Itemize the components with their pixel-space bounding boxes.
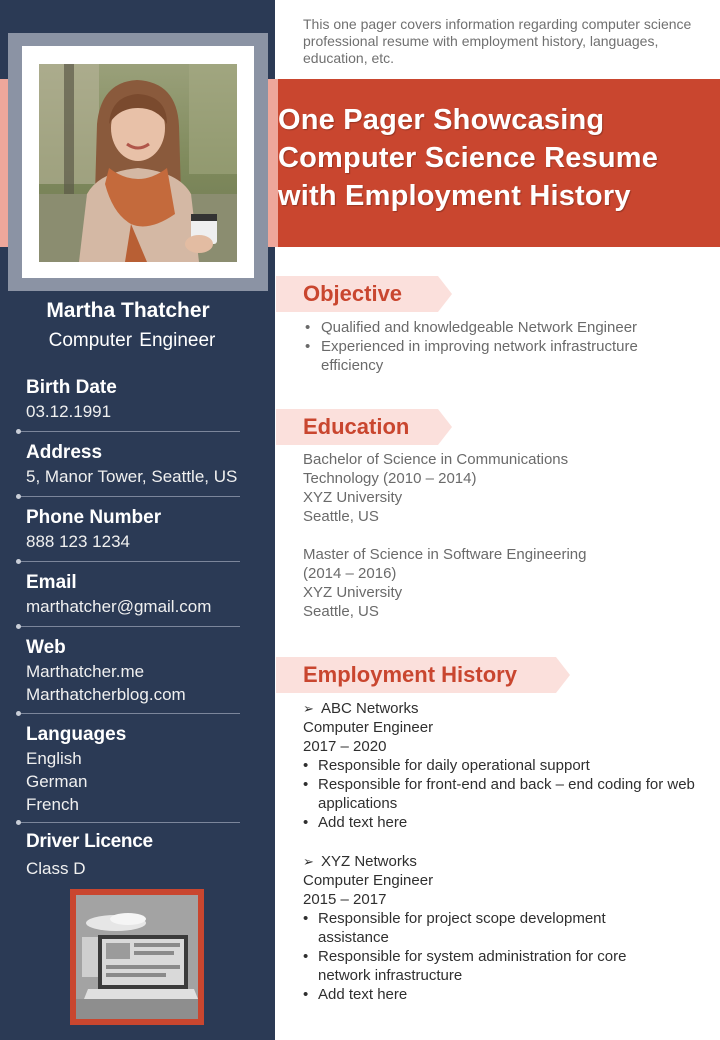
profile-name: Martha Thatcher — [46, 299, 210, 322]
web-value-2: Marthatcherblog.com — [26, 685, 186, 704]
languages-label: Languages — [26, 724, 127, 745]
divider — [18, 496, 240, 497]
job-title: Computer Engineer — [303, 872, 434, 889]
licence-value: Class D — [26, 859, 86, 878]
address-value: 5, Manor Tower, Seattle, US — [26, 467, 238, 486]
job-entry — [303, 852, 703, 1004]
page-title: One Pager Showcasing Computer Science Resume with Employment History — [278, 104, 659, 212]
job-duty: • Responsible for project scope development assistance — [303, 909, 648, 947]
education-degree: Master of Science in Software Engineering — [303, 546, 587, 563]
web-value-1: Marthatcher.me — [26, 662, 145, 681]
divider — [18, 561, 240, 562]
web-label: Web — [26, 637, 66, 658]
education-school: XYZ University — [303, 489, 403, 506]
intro-text: This one pager covers information regarding computer science professional resume with employment history, languages, education, etc. — [303, 16, 692, 66]
education-degree-cont: Technology (2010 – 2014) — [303, 470, 477, 487]
job-duty: • Responsible for daily operational support — [303, 756, 703, 775]
objective-item: • Experienced in improving network infrastructure efficiency — [305, 337, 695, 375]
job-period: 2017 – 2020 — [303, 738, 387, 755]
divider — [18, 822, 240, 823]
employment-heading: Employment History — [276, 657, 556, 693]
education-degree: Bachelor of Science in Communications — [303, 451, 569, 468]
language-item: French — [26, 795, 79, 814]
job-duties — [303, 756, 703, 832]
job-duty: • Responsible for front-end and back – end coding for web applications — [303, 775, 698, 813]
education-location: Seattle, US — [303, 603, 379, 620]
address-label: Address — [26, 442, 103, 463]
language-item: German — [26, 772, 88, 791]
email-value: marthatcher@gmail.com — [26, 597, 212, 616]
education-location: Seattle, US — [303, 508, 379, 525]
title-band — [0, 79, 720, 247]
email-block — [26, 571, 266, 618]
divider — [18, 626, 240, 627]
divider — [18, 431, 240, 432]
job-entry — [303, 699, 703, 832]
education-entry — [303, 450, 623, 526]
title-band-pink-strip — [268, 79, 278, 247]
objective-item: • Qualified and knowledgeable Network Engineer — [305, 318, 695, 337]
birth-date-block — [26, 376, 266, 423]
licence-block — [26, 830, 266, 880]
objective-heading: Objective — [276, 276, 438, 312]
education-school: XYZ University — [303, 584, 403, 601]
job-duty: • Responsible for system administration for core network infrastructure — [303, 947, 663, 985]
web-block — [26, 636, 266, 706]
address-block — [26, 441, 266, 488]
job-duty: • Add text here — [303, 985, 703, 1004]
title-band-left-accent — [0, 79, 8, 247]
job-title: Computer Engineer — [303, 719, 434, 736]
licence-label: Driver Licence — [26, 831, 153, 852]
education-degree-cont: (2014 – 2016) — [303, 565, 397, 582]
phone-value: 888 123 1234 — [26, 532, 130, 551]
education-heading: Education — [276, 409, 438, 445]
language-item: English — [26, 749, 82, 768]
birth-date-label: Birth Date — [26, 377, 117, 398]
job-duty: • Add text here — [303, 813, 703, 832]
laptop-image — [76, 895, 198, 1019]
divider — [18, 713, 240, 714]
job-period: 2015 – 2017 — [303, 891, 387, 908]
profile-role: Computer Engineer — [48, 330, 216, 351]
education-entry — [303, 545, 623, 621]
phone-label: Phone Number — [26, 507, 162, 528]
email-label: Email — [26, 572, 77, 593]
job-company: ➢ ABC Networks — [303, 699, 703, 718]
phone-block — [26, 506, 266, 553]
job-company: ➢ XYZ Networks — [303, 852, 703, 871]
objective-list — [305, 318, 695, 375]
languages-block — [26, 723, 266, 816]
job-duties — [303, 909, 703, 1004]
laptop-image-frame — [70, 889, 204, 1025]
birth-date-value: 03.12.1991 — [26, 402, 112, 421]
